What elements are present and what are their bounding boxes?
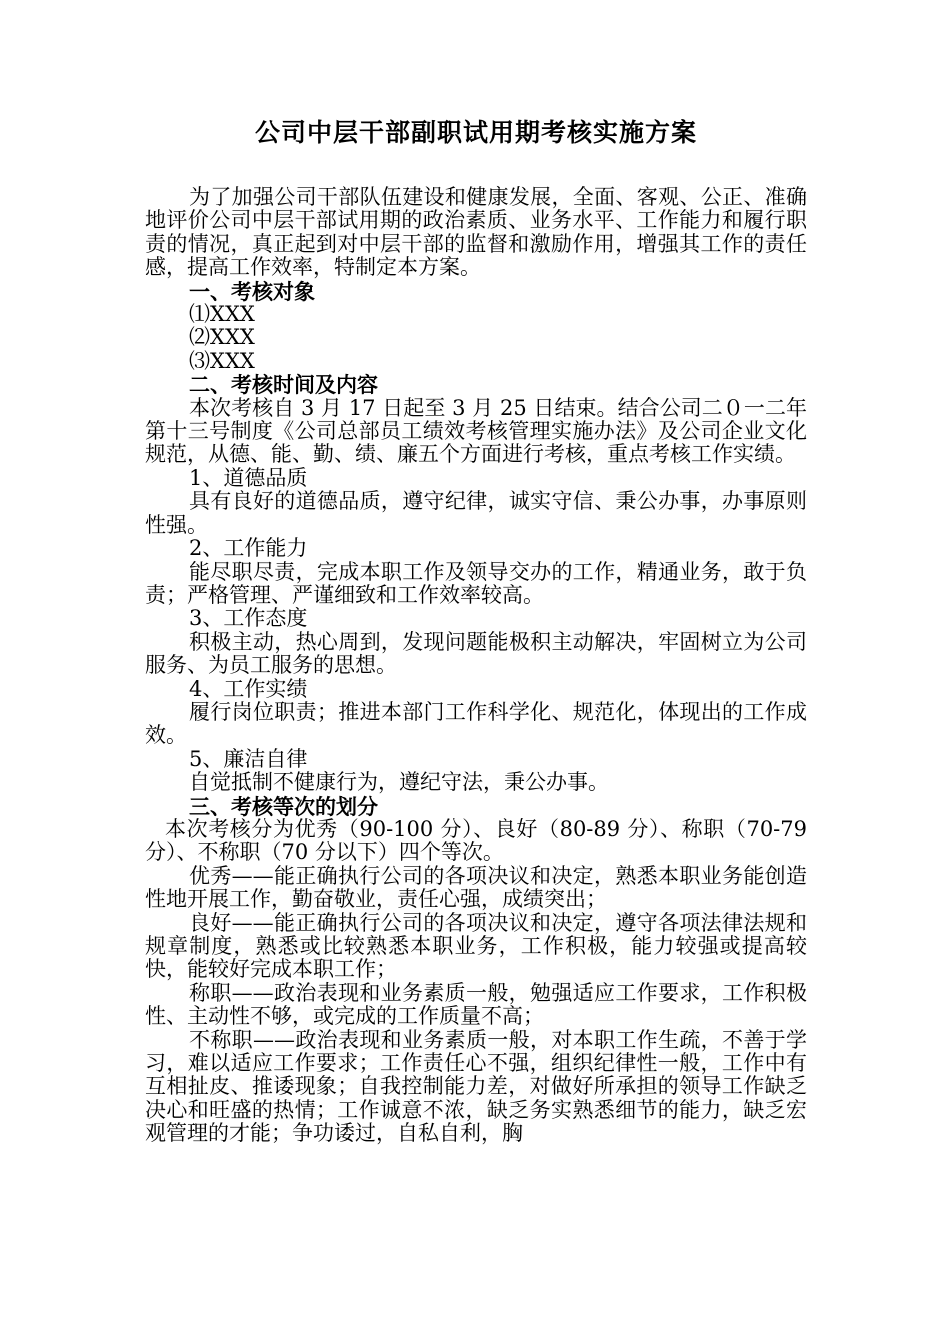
section-heading-time-content: 二、考核时间及内容	[189, 372, 378, 398]
criterion-text: 自觉抵制不健康行为，遵纪守法，秉公办事。	[189, 770, 609, 795]
target-item: ⑵XXX	[189, 325, 255, 350]
grade-description: 优秀——能正确执行公司的各项决议和决定，熟悉本职业务能创造性地开展工作，勤奋敬业，责任心强，成绩突出；	[145, 863, 807, 912]
grades-paragraph: 本次考核分为优秀（90-100 分）、良好（80-89 分）、称职（70-79 分）、不称职（70 分以下）四个等次。	[145, 816, 807, 865]
criterion-title: 3、工作态度	[189, 606, 308, 631]
criterion-title: 1、道德品质	[189, 465, 308, 490]
section-heading-targets: 一、考核对象	[189, 278, 315, 304]
document-page	[145, 118, 807, 1146]
grade-description: 良好——能正确执行公司的各项决议和决定，遵守各项法律法规和规章制度，熟悉或比较熟悉本职业务，工作积极，能力较强或提高较快，能较好完成本职工作；	[145, 910, 807, 982]
grade-description: 称职——政治表现和业务素质一般，勉强适应工作要求，工作积极性、主动性不够，或完成的工作质量不高；	[145, 980, 807, 1029]
criterion-text: 具有良好的道德品质，遵守纪律，诚实守信、秉公办事，办事原则性强。	[145, 489, 807, 537]
criterion-text: 履行岗位职责；推进本部门工作科学化、规范化，体现出的工作成效。	[145, 699, 807, 748]
target-item: ⑴XXX	[189, 302, 255, 327]
criterion-text: 积极主动，热心周到，发现问题能极积主动解决，牢固树立为公司服务、为员工服务的思想。	[145, 629, 807, 678]
intro-paragraph: 为了加强公司干部队伍建设和健康发展，全面、客观、公正、准确地评价公司中层干部试用期的政治素质、业务水平、工作能力和履行职责的情况，真正起到对中层干部的监督和激励作用，增强其工作的责任感，提高工作效率，特制定本方案。	[145, 185, 807, 280]
criterion-title: 4、工作实绩	[189, 676, 308, 701]
criterion-title: 5、廉洁自律	[189, 746, 308, 771]
criterion-title: 2、工作能力	[189, 536, 308, 561]
criterion-text: 能尽职尽责，完成本职工作及领导交办的工作，精通业务，敢于负责；严格管理、严谨细致和工作效率较高。	[145, 559, 807, 607]
section-heading-grades: 三、考核等次的划分	[189, 793, 378, 819]
document-title: 公司中层干部副职试用期考核实施方案	[254, 118, 697, 147]
grade-description: 不称职——政治表现和业务素质一般，对本职工作生疏，不善于学习，难以适应工作要求；工作责任心不强，组织纪律性一般，工作中有互相扯皮、推诿现象；自我控制能力差，对做好所承担的领导工作缺乏决心和旺盛的热情；工作诚意不浓，缺乏务实熟悉细节的能力，缺乏宏观管理的才能；争功诿过，自私自利，胸	[145, 1027, 807, 1146]
target-item: ⑶XXX	[189, 348, 255, 373]
time-content-paragraph: 本次考核自 3 月 17 日起至 3 月 25 日结束。结合公司二０一二年第十三号制度《公司总部员工绩效考核管理实施办法》及公司企业文化规范，从德、能、勤、绩、廉五个方面进行考核，重点考核工作实绩。	[145, 395, 807, 467]
